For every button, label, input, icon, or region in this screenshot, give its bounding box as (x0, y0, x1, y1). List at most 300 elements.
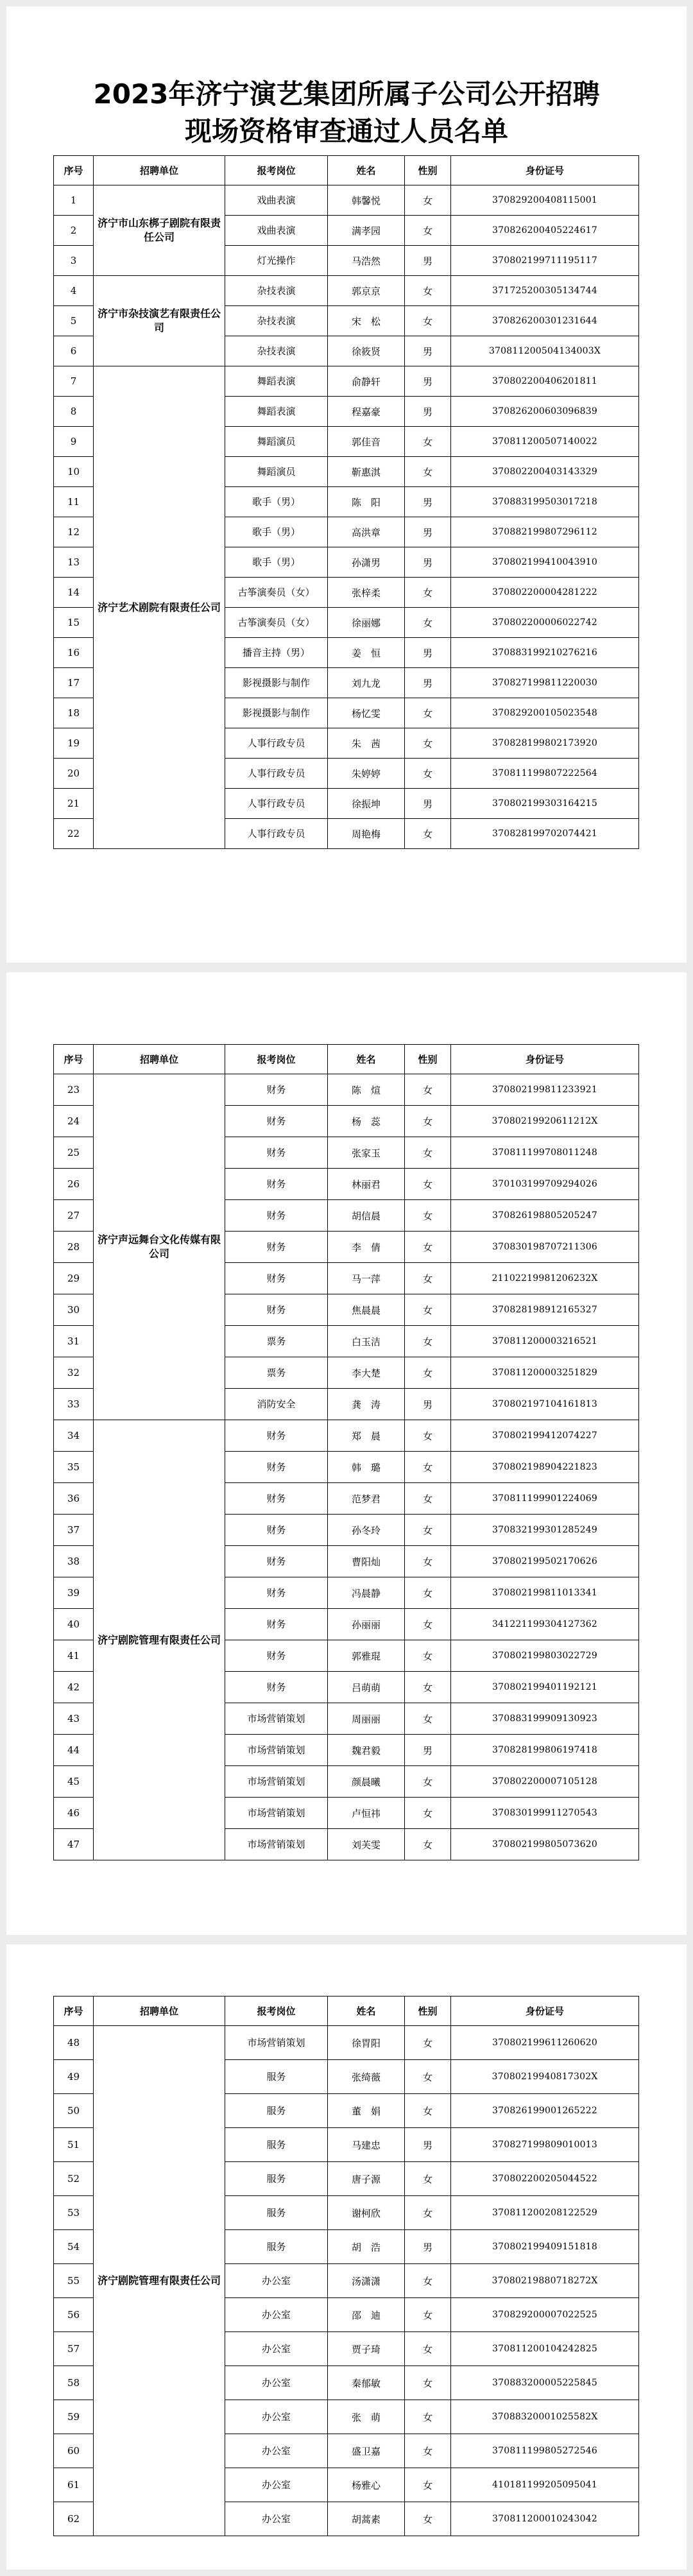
id-number: 37080219940817302X (451, 2060, 639, 2094)
applicant-name: 范梦君 (328, 1483, 405, 1515)
id-number: 370811200010243042 (451, 2502, 639, 2536)
applicant-name: 郑 晨 (328, 1420, 405, 1452)
applicant-name: 林丽君 (328, 1169, 405, 1200)
row-number: 60 (54, 2434, 94, 2468)
applicant-gender: 女 (405, 2468, 451, 2502)
applicant-gender: 女 (405, 1137, 451, 1169)
row-number: 11 (54, 487, 94, 517)
id-number: 370829200408115001 (451, 185, 639, 216)
applied-position: 人事行政专员 (225, 819, 328, 849)
applicant-name: 胡信晨 (328, 1200, 405, 1232)
applicant-name: 姜 恒 (328, 638, 405, 668)
id-number: 341221199304127362 (451, 1609, 639, 1640)
applied-position: 票务 (225, 1326, 328, 1357)
applicant-name: 程嘉豪 (328, 397, 405, 427)
table-row (54, 276, 639, 306)
applied-position: 办公室 (225, 2366, 328, 2400)
applicant-gender: 女 (405, 578, 451, 608)
applied-position: 消防安全 (225, 1389, 328, 1420)
applicant-gender: 女 (405, 2434, 451, 2468)
applicant-gender: 女 (405, 1106, 451, 1137)
applicant-gender: 女 (405, 2026, 451, 2060)
row-number: 36 (54, 1483, 94, 1515)
page-2 (6, 972, 687, 1935)
applicant-gender: 女 (405, 2366, 451, 2400)
applied-position: 市场营销策划 (225, 1735, 328, 1766)
applicant-name: 汤潇潇 (328, 2264, 405, 2298)
header-unit: 招聘单位 (94, 156, 225, 185)
id-number: 370802199611260620 (451, 2026, 639, 2060)
applicant-name: 龚 涛 (328, 1389, 405, 1420)
applicant-name: 孙潇男 (328, 547, 405, 578)
id-number: 370802199803022729 (451, 1640, 639, 1672)
applied-position: 舞蹈演员 (225, 427, 328, 457)
applicant-name: 白玉洁 (328, 1326, 405, 1357)
row-number: 58 (54, 2366, 94, 2400)
row-number: 20 (54, 759, 94, 789)
applied-position: 财务 (225, 1609, 328, 1640)
applicant-gender: 女 (405, 2298, 451, 2332)
applied-position: 服务 (225, 2094, 328, 2128)
applicant-gender: 女 (405, 819, 451, 849)
applicant-gender: 男 (405, 668, 451, 698)
applied-position: 影视摄影与制作 (225, 698, 328, 728)
id-number: 370802199412074227 (451, 1420, 639, 1452)
applied-position: 人事行政专员 (225, 728, 328, 759)
applied-position: 服务 (225, 2060, 328, 2094)
applied-position: 服务 (225, 2128, 328, 2162)
id-number: 370883200005225845 (451, 2366, 639, 2400)
applicant-name: 李大楚 (328, 1357, 405, 1389)
applicant-gender: 女 (405, 1829, 451, 1860)
applicant-name: 张梓柔 (328, 578, 405, 608)
row-number: 43 (54, 1703, 94, 1735)
applicant-name: 刘九龙 (328, 668, 405, 698)
applicant-gender: 女 (405, 1483, 451, 1515)
applicant-gender: 女 (405, 2162, 451, 2196)
row-number: 37 (54, 1515, 94, 1546)
applicant-gender: 女 (405, 759, 451, 789)
row-number: 35 (54, 1452, 94, 1483)
applicant-gender: 男 (405, 517, 451, 547)
applied-position: 古筝演奏员（女） (225, 578, 328, 608)
applicant-gender: 女 (405, 2264, 451, 2298)
table-header-row (54, 1045, 639, 1074)
id-number: 370811200507140022 (451, 427, 639, 457)
applicant-name: 周艳梅 (328, 819, 405, 849)
applicant-gender: 女 (405, 2094, 451, 2128)
id-number: 370828198912165327 (451, 1294, 639, 1326)
page-1 (6, 6, 687, 963)
applicant-gender: 女 (405, 1169, 451, 1200)
applicant-gender: 女 (405, 1703, 451, 1735)
header-position: 报考岗位 (225, 1045, 328, 1074)
title-line-1: 2023年济宁演艺集团所属子公司公开招聘 (93, 78, 600, 110)
applicant-gender: 男 (405, 1735, 451, 1766)
roster-table (53, 1996, 639, 2536)
id-number: 370827199809010013 (451, 2128, 639, 2162)
applied-position: 戏曲表演 (225, 185, 328, 216)
table-row (54, 185, 639, 216)
applicant-name: 朱 茜 (328, 728, 405, 759)
row-number: 55 (54, 2264, 94, 2298)
applicant-name: 张 萌 (328, 2400, 405, 2434)
applicant-name: 杨 蕊 (328, 1106, 405, 1137)
applicant-name: 陈 阳 (328, 487, 405, 517)
applicant-name: 郭京京 (328, 276, 405, 306)
applicant-gender: 男 (405, 336, 451, 366)
applicant-name: 卢恒祎 (328, 1798, 405, 1829)
applied-position: 播音主持（男） (225, 638, 328, 668)
id-number: 370802199502170626 (451, 1546, 639, 1577)
row-number: 6 (54, 336, 94, 366)
applicant-name: 徐胃阳 (328, 2026, 405, 2060)
header-name: 姓名 (328, 156, 405, 185)
applied-position: 市场营销策划 (225, 1703, 328, 1735)
applicant-gender: 女 (405, 2196, 451, 2230)
applicant-name: 冯晨静 (328, 1577, 405, 1609)
row-number: 59 (54, 2400, 94, 2434)
applied-position: 歌手（男） (225, 487, 328, 517)
applicant-name: 谢柯欣 (328, 2196, 405, 2230)
row-number: 21 (54, 789, 94, 819)
applicant-name: 胡 浩 (328, 2230, 405, 2264)
applicant-gender: 女 (405, 1294, 451, 1326)
recruiting-unit: 济宁市杂技演艺有限责任公司 (94, 276, 225, 366)
row-number: 4 (54, 276, 94, 306)
id-number: 370828199702074421 (451, 819, 639, 849)
row-number: 27 (54, 1200, 94, 1232)
applicant-name: 张绮薇 (328, 2060, 405, 2094)
applicant-gender: 女 (405, 2332, 451, 2366)
applied-position: 财务 (225, 1263, 328, 1294)
id-number: 370811199708011248 (451, 1137, 639, 1169)
roster-table (53, 155, 639, 849)
applied-position: 财务 (225, 1640, 328, 1672)
header-gender: 性别 (405, 156, 451, 185)
header-gender: 性别 (405, 1045, 451, 1074)
header-number: 序号 (54, 156, 94, 185)
applied-position: 服务 (225, 2162, 328, 2196)
applied-position: 财务 (225, 1577, 328, 1609)
id-number: 370826200603096839 (451, 397, 639, 427)
row-number: 25 (54, 1137, 94, 1169)
row-number: 22 (54, 819, 94, 849)
applied-position: 财务 (225, 1452, 328, 1483)
row-number: 34 (54, 1420, 94, 1452)
applicant-name: 周丽丽 (328, 1703, 405, 1735)
applied-position: 舞蹈表演 (225, 397, 328, 427)
applicant-name: 张家玉 (328, 1137, 405, 1169)
applicant-gender: 女 (405, 1609, 451, 1640)
page-3 (6, 1945, 687, 2570)
applicant-name: 刘芙雯 (328, 1829, 405, 1860)
row-number: 5 (54, 306, 94, 336)
id-number: 370802199410043910 (451, 547, 639, 578)
applied-position: 办公室 (225, 2502, 328, 2536)
row-number: 16 (54, 638, 94, 668)
row-number: 47 (54, 1829, 94, 1860)
applicant-name: 胡蒿素 (328, 2502, 405, 2536)
id-number: 370829200007022525 (451, 2298, 639, 2332)
applicant-gender: 男 (405, 2230, 451, 2264)
applied-position: 服务 (225, 2230, 328, 2264)
row-number: 24 (54, 1106, 94, 1137)
row-number: 14 (54, 578, 94, 608)
applied-position: 办公室 (225, 2434, 328, 2468)
applied-position: 歌手（男） (225, 517, 328, 547)
id-number: 370826200405224617 (451, 216, 639, 246)
row-number: 18 (54, 698, 94, 728)
id-number: 370826200301231644 (451, 306, 639, 336)
row-number: 54 (54, 2230, 94, 2264)
roster-table (53, 1044, 639, 1860)
applicant-name: 郭雅琨 (328, 1640, 405, 1672)
id-number: 370811199805272546 (451, 2434, 639, 2468)
applied-position: 古筝演奏员（女） (225, 608, 328, 638)
row-number: 12 (54, 517, 94, 547)
applicant-name: 曹阳灿 (328, 1546, 405, 1577)
table-row (54, 1420, 639, 1452)
header-id-number: 身份证号 (451, 1045, 639, 1074)
id-number: 370802200007105128 (451, 1766, 639, 1798)
applied-position: 财务 (225, 1420, 328, 1452)
applied-position: 戏曲表演 (225, 216, 328, 246)
row-number: 38 (54, 1546, 94, 1577)
applicant-name: 盛卫嘉 (328, 2434, 405, 2468)
applicant-gender: 男 (405, 246, 451, 276)
applied-position: 票务 (225, 1357, 328, 1389)
id-number: 370832199301285249 (451, 1515, 639, 1546)
row-number: 48 (54, 2026, 94, 2060)
table-row (54, 366, 639, 397)
row-number: 52 (54, 2162, 94, 2196)
applicant-gender: 女 (405, 1798, 451, 1829)
id-number: 370830198707211306 (451, 1232, 639, 1263)
id-number: 370802200205044522 (451, 2162, 639, 2196)
applied-position: 财务 (225, 1106, 328, 1137)
applied-position: 杂技表演 (225, 336, 328, 366)
id-number: 370802200403143329 (451, 457, 639, 487)
row-number: 10 (54, 457, 94, 487)
applicant-name: 陈 煊 (328, 1074, 405, 1106)
row-number: 9 (54, 427, 94, 457)
row-number: 57 (54, 2332, 94, 2366)
row-number: 39 (54, 1577, 94, 1609)
header-id-number: 身份证号 (451, 1996, 639, 2026)
row-number: 3 (54, 246, 94, 276)
applied-position: 办公室 (225, 2264, 328, 2298)
applicant-name: 魏君毅 (328, 1735, 405, 1766)
title-line-2: 现场资格审查通过人员名单 (184, 116, 508, 147)
id-number: 21102219981206232X (451, 1263, 639, 1294)
applicant-gender: 男 (405, 2128, 451, 2162)
applicant-gender: 女 (405, 427, 451, 457)
applicant-name: 马建忠 (328, 2128, 405, 2162)
applied-position: 灯光操作 (225, 246, 328, 276)
applicant-name: 徐筱贤 (328, 336, 405, 366)
applicant-gender: 女 (405, 1640, 451, 1672)
applicant-name: 韩馨悦 (328, 185, 405, 216)
row-number: 8 (54, 397, 94, 427)
id-number: 370802199811013341 (451, 1577, 639, 1609)
id-number: 370811200104242825 (451, 2332, 639, 2366)
applicant-gender: 女 (405, 457, 451, 487)
applicant-gender: 女 (405, 216, 451, 246)
row-number: 40 (54, 1609, 94, 1640)
applicant-gender: 女 (405, 2502, 451, 2536)
applicant-name: 徐振坤 (328, 789, 405, 819)
id-number: 370811200208122529 (451, 2196, 639, 2230)
id-number: 37088320001025582X (451, 2400, 639, 2434)
applicant-name: 李 倩 (328, 1232, 405, 1263)
applied-position: 财务 (225, 1546, 328, 1577)
table-header-row (54, 156, 639, 185)
id-number: 370802200006022742 (451, 608, 639, 638)
applicant-name: 吕萌萌 (328, 1672, 405, 1703)
id-number: 370802199805073620 (451, 1829, 639, 1860)
applicant-gender: 女 (405, 1420, 451, 1452)
row-number: 13 (54, 547, 94, 578)
applicant-gender: 女 (405, 1672, 451, 1703)
row-number: 46 (54, 1798, 94, 1829)
row-number: 30 (54, 1294, 94, 1326)
row-number: 7 (54, 366, 94, 397)
applicant-gender: 女 (405, 1515, 451, 1546)
row-number: 42 (54, 1672, 94, 1703)
applicant-name: 焦晨晨 (328, 1294, 405, 1326)
applied-position: 舞蹈表演 (225, 366, 328, 397)
id-number: 370802197104161813 (451, 1389, 639, 1420)
row-number: 23 (54, 1074, 94, 1106)
row-number: 45 (54, 1766, 94, 1798)
applicant-gender: 女 (405, 1263, 451, 1294)
row-number: 26 (54, 1169, 94, 1200)
applied-position: 影视摄影与制作 (225, 668, 328, 698)
row-number: 56 (54, 2298, 94, 2332)
applied-position: 财务 (225, 1137, 328, 1169)
applicant-name: 董 娟 (328, 2094, 405, 2128)
applicant-name: 靳惠淇 (328, 457, 405, 487)
applicant-gender: 男 (405, 487, 451, 517)
applicant-gender: 女 (405, 2400, 451, 2434)
table-header-row (54, 1996, 639, 2026)
row-number: 2 (54, 216, 94, 246)
row-number: 32 (54, 1357, 94, 1389)
table-row (54, 1074, 639, 1106)
applied-position: 杂技表演 (225, 306, 328, 336)
applicant-name: 孙丽丽 (328, 1609, 405, 1640)
applicant-gender: 女 (405, 1232, 451, 1263)
recruiting-unit: 济宁剧院管理有限责任公司 (94, 2026, 225, 2536)
row-number: 15 (54, 608, 94, 638)
id-number: 370802200004281222 (451, 578, 639, 608)
row-number: 41 (54, 1640, 94, 1672)
id-number: 370828199802173920 (451, 728, 639, 759)
applied-position: 人事行政专员 (225, 759, 328, 789)
applicant-name: 贾子琦 (328, 2332, 405, 2366)
recruiting-unit: 济宁声远舞台文化传媒有限公司 (94, 1074, 225, 1420)
applicant-name: 杨雅心 (328, 2468, 405, 2502)
row-number: 44 (54, 1735, 94, 1766)
row-number: 33 (54, 1389, 94, 1420)
applicant-name: 韩 璐 (328, 1452, 405, 1483)
applied-position: 财务 (225, 1232, 328, 1263)
applicant-name: 郭佳音 (328, 427, 405, 457)
header-number: 序号 (54, 1045, 94, 1074)
document-title (6, 76, 687, 150)
recruiting-unit: 济宁剧院管理有限责任公司 (94, 1420, 225, 1860)
id-number: 370882199807296112 (451, 517, 639, 547)
header-number: 序号 (54, 1996, 94, 2026)
applicant-gender: 女 (405, 698, 451, 728)
header-name: 姓名 (328, 1045, 405, 1074)
applicant-gender: 女 (405, 1452, 451, 1483)
applicant-gender: 女 (405, 185, 451, 216)
id-number: 370828199806197418 (451, 1735, 639, 1766)
row-number: 28 (54, 1232, 94, 1263)
id-number: 370811199901224069 (451, 1483, 639, 1515)
table-row (54, 2026, 639, 2060)
applicant-gender: 女 (405, 2060, 451, 2094)
id-number: 37080219880718272X (451, 2264, 639, 2298)
id-number: 37080219920611212X (451, 1106, 639, 1137)
id-number: 370802199409151818 (451, 2230, 639, 2264)
header-id-number: 身份证号 (451, 156, 639, 185)
applicant-gender: 女 (405, 1357, 451, 1389)
applied-position: 市场营销策划 (225, 1829, 328, 1860)
id-number: 370802198904221823 (451, 1452, 639, 1483)
applicant-gender: 男 (405, 547, 451, 578)
recruiting-unit: 济宁艺术剧院有限责任公司 (94, 366, 225, 849)
applied-position: 歌手（男） (225, 547, 328, 578)
applicant-gender: 男 (405, 1389, 451, 1420)
applicant-gender: 女 (405, 1546, 451, 1577)
id-number: 370827199811220030 (451, 668, 639, 698)
id-number: 370826199001265222 (451, 2094, 639, 2128)
applicant-gender: 女 (405, 276, 451, 306)
applicant-gender: 男 (405, 638, 451, 668)
applicant-gender: 男 (405, 366, 451, 397)
applicant-gender: 男 (405, 397, 451, 427)
id-number: 370811200003251829 (451, 1357, 639, 1389)
applied-position: 财务 (225, 1200, 328, 1232)
applicant-name: 唐子源 (328, 2162, 405, 2196)
applicant-gender: 女 (405, 728, 451, 759)
applied-position: 财务 (225, 1672, 328, 1703)
header-gender: 性别 (405, 1996, 451, 2026)
header-name: 姓名 (328, 1996, 405, 2026)
applicant-name: 邵 迪 (328, 2298, 405, 2332)
header-position: 报考岗位 (225, 156, 328, 185)
applicant-name: 孙冬玲 (328, 1515, 405, 1546)
applicant-gender: 女 (405, 1326, 451, 1357)
applied-position: 舞蹈演员 (225, 457, 328, 487)
applied-position: 市场营销策划 (225, 1766, 328, 1798)
applicant-name: 秦郁敏 (328, 2366, 405, 2400)
row-number: 49 (54, 2060, 94, 2094)
applied-position: 办公室 (225, 2400, 328, 2434)
row-number: 17 (54, 668, 94, 698)
header-unit: 招聘单位 (94, 1996, 225, 2026)
id-number: 370802200406201811 (451, 366, 639, 397)
id-number: 370830199911270543 (451, 1798, 639, 1829)
applied-position: 人事行政专员 (225, 789, 328, 819)
applicant-gender: 女 (405, 1074, 451, 1106)
applied-position: 财务 (225, 1169, 328, 1200)
id-number: 371725200305134744 (451, 276, 639, 306)
id-number: 370811199807222564 (451, 759, 639, 789)
